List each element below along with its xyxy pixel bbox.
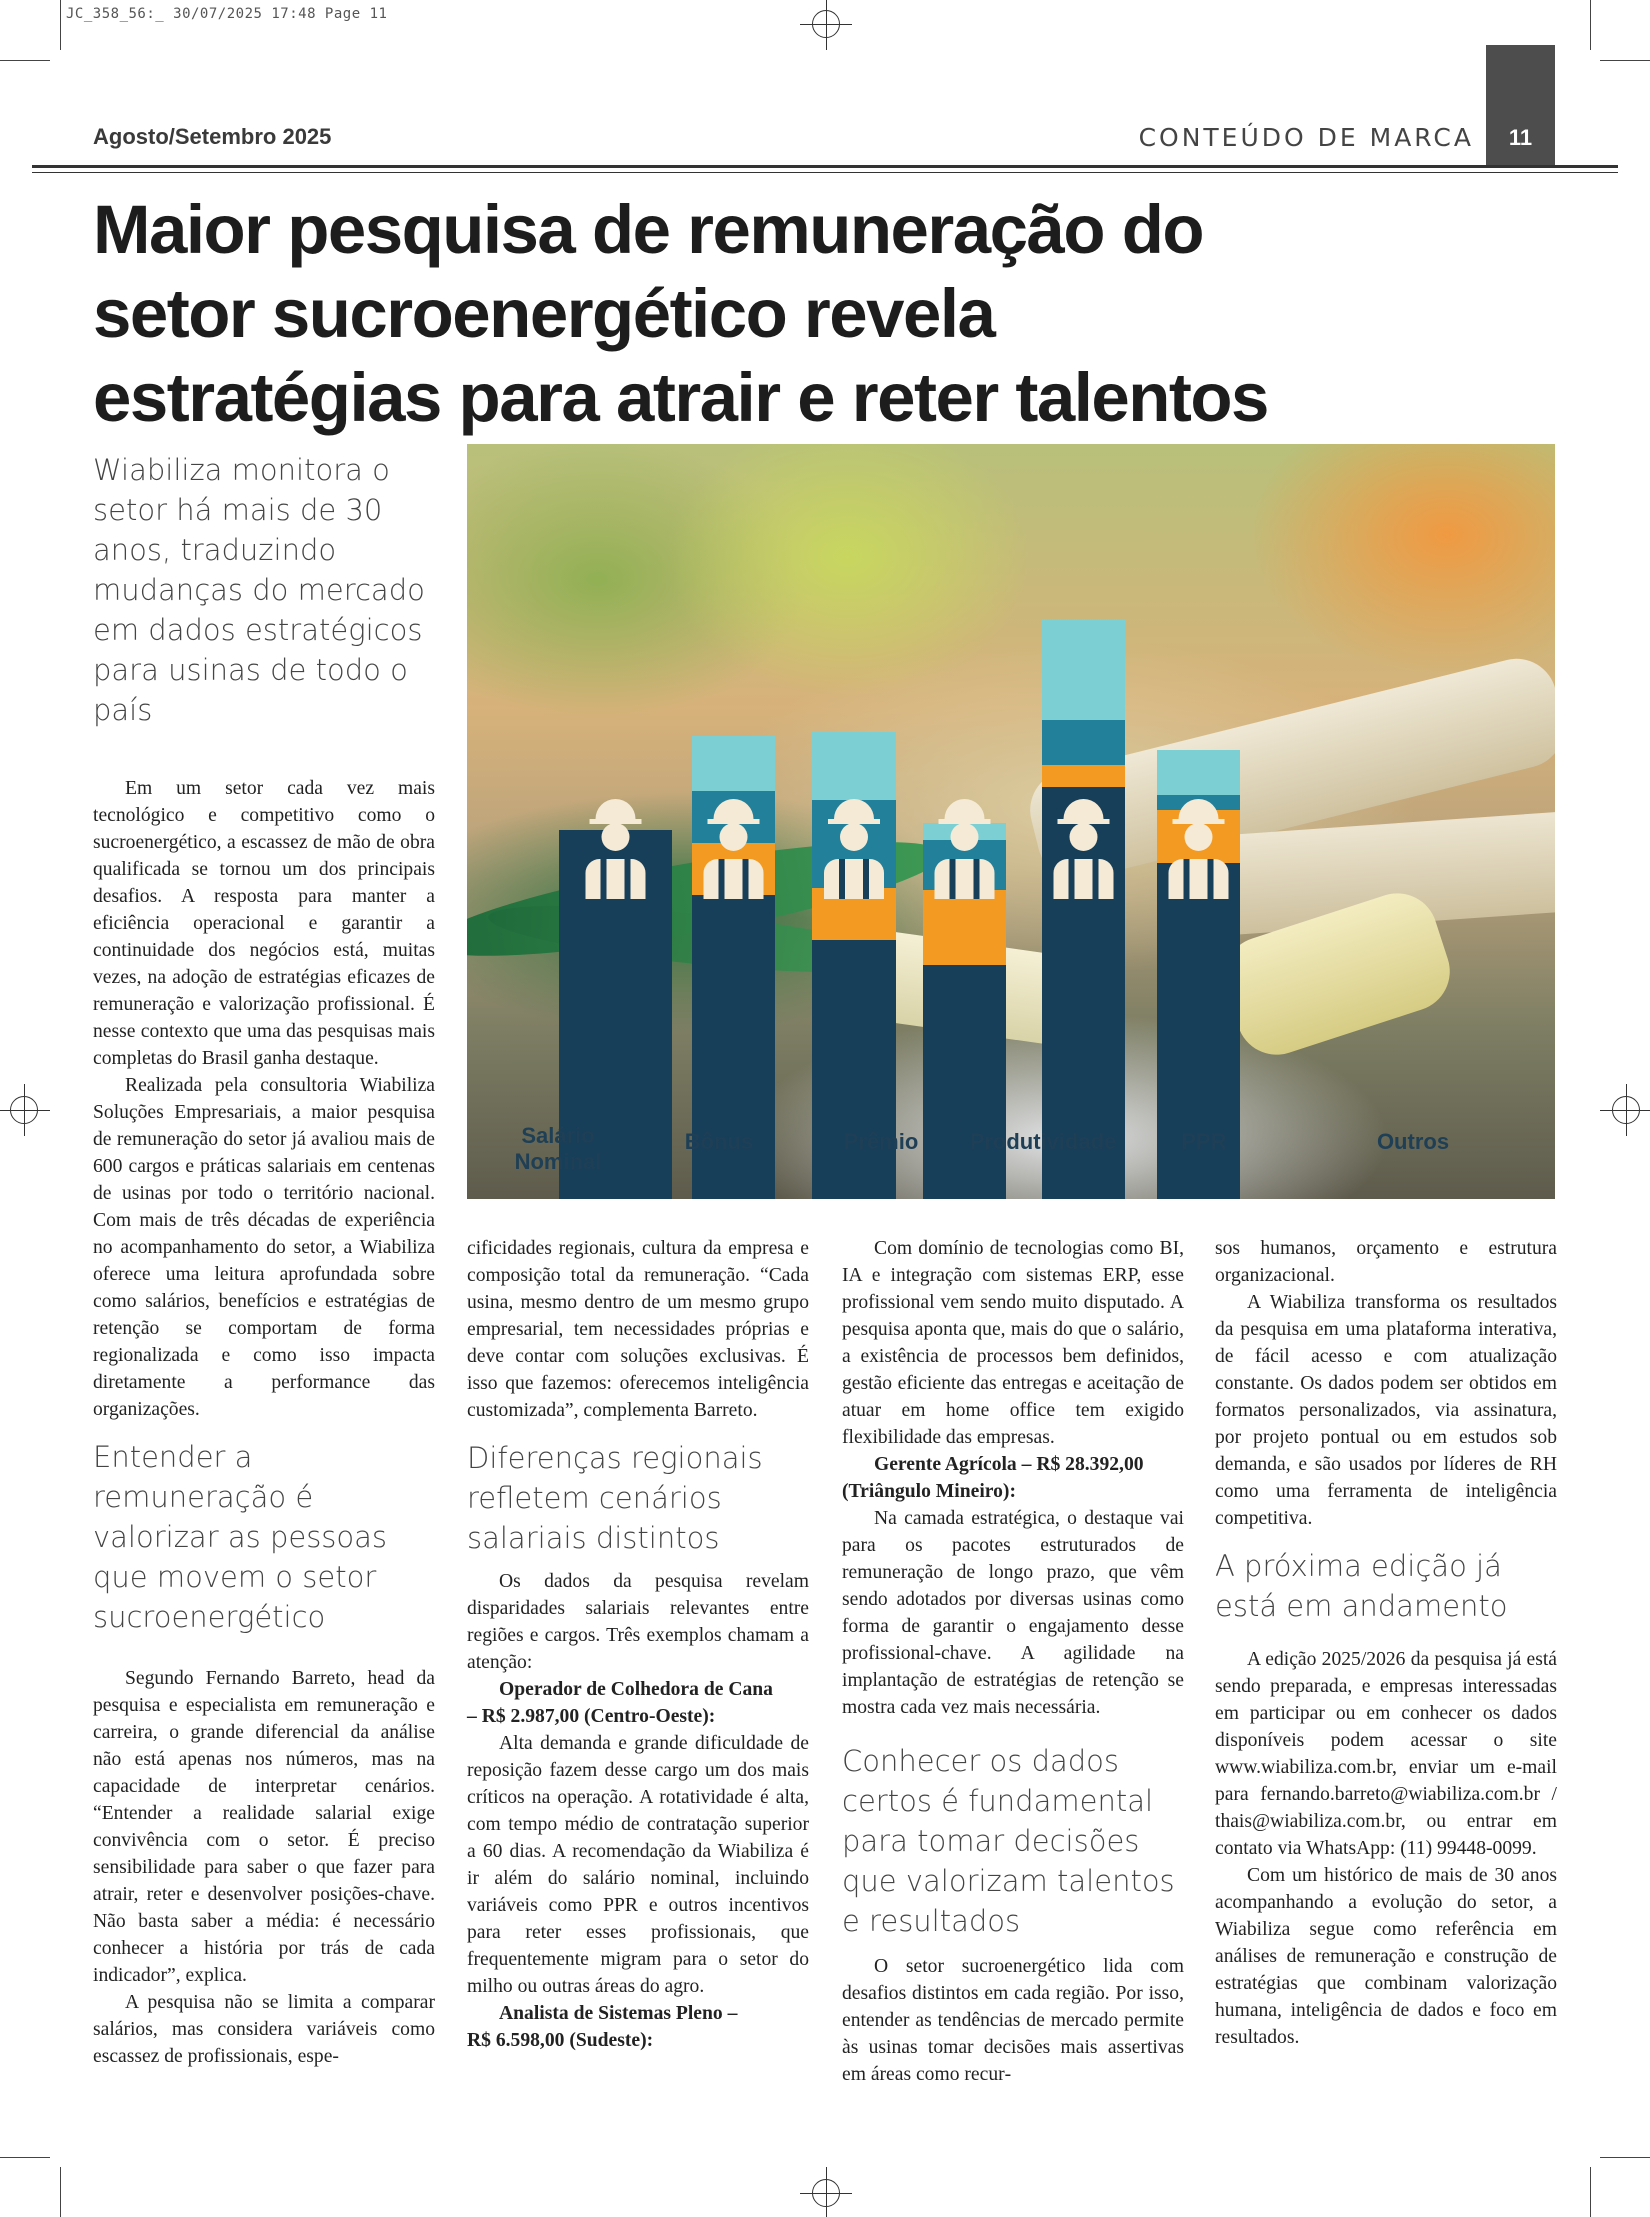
bar-label-salario: Nominal	[514, 1149, 602, 1174]
registration-mark-icon	[804, 2, 848, 46]
registration-mark-icon	[1604, 1088, 1648, 1132]
bar-segment	[1042, 620, 1125, 720]
salary-highlight: R$ 6.598,00 (Sudeste):	[467, 2030, 654, 2051]
bar-segment	[1157, 750, 1240, 795]
section-label: CONTEÚDO DE MARCA	[1138, 123, 1474, 152]
headline-line: Maior pesquisa de remuneração do	[93, 191, 1204, 268]
compensation-bars-graphic	[467, 444, 1555, 1199]
deck-subtitle: Wiabiliza monitora o setor há mais de 30 anos, traduzindo mudanças do mercado em dados estratégicos para usinas de todo o país	[93, 453, 425, 727]
header-rule-thin	[32, 172, 1618, 173]
bar-segment	[1042, 765, 1125, 787]
registration-mark-icon	[2, 1088, 46, 1132]
salary-highlight: (Triângulo Mineiro):	[842, 1481, 1016, 1502]
paragraph: Com um histórico de mais de 30 anos acompanhando a evolução do setor, a Wiabiliza segue como referência em análises de remuneração e construção de estratégias que combinam valorização humana, inteligência de dados e foco em resultados.	[1215, 1865, 1557, 2048]
bar-segment	[923, 890, 1006, 965]
header-rule	[32, 165, 1618, 168]
bar-label-premio: Prêmio	[843, 1129, 919, 1154]
crop-mark	[60, 2167, 61, 2217]
bar-segment	[923, 965, 1006, 1199]
issue-date: Agosto/Setembro 2025	[93, 124, 332, 149]
column-3	[842, 1235, 1184, 2088]
headline-line: setor sucroenergético revela	[93, 275, 995, 352]
column-1	[93, 775, 435, 2070]
bar-segment	[1042, 720, 1125, 765]
bar-label-produtividade: Produtividade	[969, 1129, 1117, 1154]
crop-mark	[1590, 2167, 1591, 2217]
print-slug: JC_358_56:_ 30/07/2025 17:48 Page 11	[66, 6, 388, 22]
paragraph: A Wiabiliza transforma os resultados da pesquisa em uma plataforma interativa, de fácil acesso e com atualização constante. Os dados podem ser obtidos em formatos personalizados, via assinatura, por projeto pontual ou em estudos sob demanda, e são usados por líderes de RH como uma ferramenta de inteligência competitiva.	[1215, 1292, 1557, 1529]
paragraph: Realizada pela consultoria Wiabiliza Soluções Empresariais, a maior pesquisa de remuneração do setor já avaliou mais de 600 cargos e práticas salariais em centenas de usinas por todo o território nacional. Com mais de três décadas de experiência no acompanhamento do setor, a Wiabiliza oferece uma leitura aprofundada sobre como salários, benefícios e estratégias de retenção se comportam de forma regionalizada e como isso impacta diretamente a performance das organizações.	[93, 1075, 435, 1420]
bar-segment	[812, 732, 896, 800]
crop-mark	[60, 0, 61, 50]
column-2	[467, 1235, 809, 2054]
paragraph: sos humanos, orçamento e estrutura organizacional.	[1215, 1238, 1557, 1286]
hero-illustration	[467, 444, 1555, 1199]
paragraph: Com domínio de tecnologias como BI, IA e integração com sistemas ERP, esse profissional vem sendo muito disputado. A pesquisa aponta que, mais do que o salário, a existência de processos bem definidos, gestão eficiente das entregas e aceitação de atuar em home office tem exigido flexibilidade das empresas.	[842, 1238, 1184, 1448]
paragraph: cificidades regionais, cultura da empresa e composição total da remuneração. “Cada usina, mesmo dentro de um mesmo grupo empresarial, tem necessidades próprias e deve contar com soluções exclusivas. É isso que fazemos: oferecemos inteligência customizada”, complementa Barreto.	[467, 1238, 809, 1421]
subheading: Conhecer os dados certos é fundamental para tomar decisões que valorizam talentos e resultados	[842, 1744, 1175, 1938]
page-number-tab	[1486, 45, 1555, 167]
registration-mark-icon	[804, 2171, 848, 2215]
paragraph: Segundo Fernando Barreto, head da pesquisa e especialista em remuneração e carreira, o grande diferencial da análise não está apenas nos números, mas na capacidade de interpretar cenários. “Entender a realidade salarial exige convivência com o setor. É preciso sensibilidade para saber o que fazer para atrair, reter e desenvolver posições‑chave. Não basta saber a média: é necessário conhecer a história por trás de cada indicador”, explica.	[93, 1668, 435, 1986]
paragraph: A pesquisa não se limita a comparar salários, mas considera variáveis como escassez de profissionais, espe‑	[93, 1992, 435, 2067]
bar-label-ppr: PPR	[1181, 1129, 1227, 1154]
crop-mark	[1600, 2157, 1650, 2158]
salary-highlight: – R$ 2.987,00 (Centro‑Oeste):	[467, 1706, 716, 1727]
paragraph: Alta demanda e grande dificuldade de reposição fazem desse cargo um dos mais críticos na operação. A rotatividade é alta, com tempo médio de contratação superior a 60 dias. A recomendação da Wiabiliza é ir além do salário nominal, incluindo variáveis como PPR e outros incentivos para reter esses profissionais, que frequentemente migram para o setor do milho ou outras áreas do agro.	[467, 1733, 809, 1997]
headline-line: estratégias para atrair e reter talentos	[93, 359, 1268, 436]
bar-label-outros: Outros	[1376, 1129, 1450, 1154]
page-number: 11	[1508, 125, 1533, 150]
paragraph: Os dados da pesquisa revelam disparidades salariais relevantes entre regiões e cargos. Três exemplos chamam a atenção:	[467, 1571, 809, 1673]
bar-label-bonus: Bônus	[684, 1129, 754, 1154]
column-4	[1215, 1235, 1557, 2051]
crop-mark	[1600, 60, 1650, 61]
bar-segment	[692, 736, 775, 791]
bar-segment	[812, 940, 896, 1199]
paragraph: Em um setor cada vez mais tecnológico e competitivo como o sucroenergético, a escassez de mão de obra qualificada se tornou um dos principais desafios. A resposta para manter a eficiência operacional e garantir a continuidade dos negócios está, muitas vezes, na adoção de estratégias eficazes de remuneração e valorização profissional. É nesse contexto que uma das pesquisas mais completas do Brasil ganha destaque.	[93, 778, 435, 1069]
subheading: Entender a remuneração é valorizar as pessoas que movem o setor sucroenergético	[93, 1440, 388, 1634]
subheading: A próxima edição já está em andamento	[1215, 1549, 1508, 1623]
salary-highlight: Operador de Colhedora de Cana	[499, 1679, 773, 1700]
subheading: Diferenças regionais refletem cenários salariais distintos	[467, 1441, 763, 1555]
crop-mark	[0, 2157, 50, 2158]
crop-mark	[1590, 0, 1591, 50]
salary-highlight: Gerente Agrícola – R$ 28.392,00	[874, 1454, 1144, 1475]
paragraph: O setor sucroenergético lida com desafios distintos em cada região. Por isso, entender as tendências de mercado permite às usinas tomar decisões mais assertivas em áreas como recur‑	[842, 1956, 1184, 2085]
salary-highlight: Analista de Sistemas Pleno –	[499, 2003, 738, 2024]
crop-mark	[0, 60, 50, 61]
bar-label-salario: Salário	[521, 1123, 595, 1148]
paragraph: A edição 2025/2026 da pesquisa já está sendo preparada, e empresas interessadas em participar ou em conhecer os dados disponíveis podem acessar o site www.wiabiliza.com.br, enviar um e‑mail para fernando.barreto@wiabiliza.com.br / thais@wiabiliza.com.br, ou entrar em contato via WhatsApp: (11) 99448‑0099.	[1215, 1649, 1557, 1859]
paragraph: Na camada estratégica, o destaque vai para os pacotes estruturados de remuneração de longo prazo, que vêm sendo adotados por diversas usinas como forma de garantir o engajamento desse profissional‑chave. A agilidade na implantação de estratégias de retenção se mostra cada vez mais necessária.	[842, 1508, 1184, 1718]
headline	[93, 188, 1493, 440]
